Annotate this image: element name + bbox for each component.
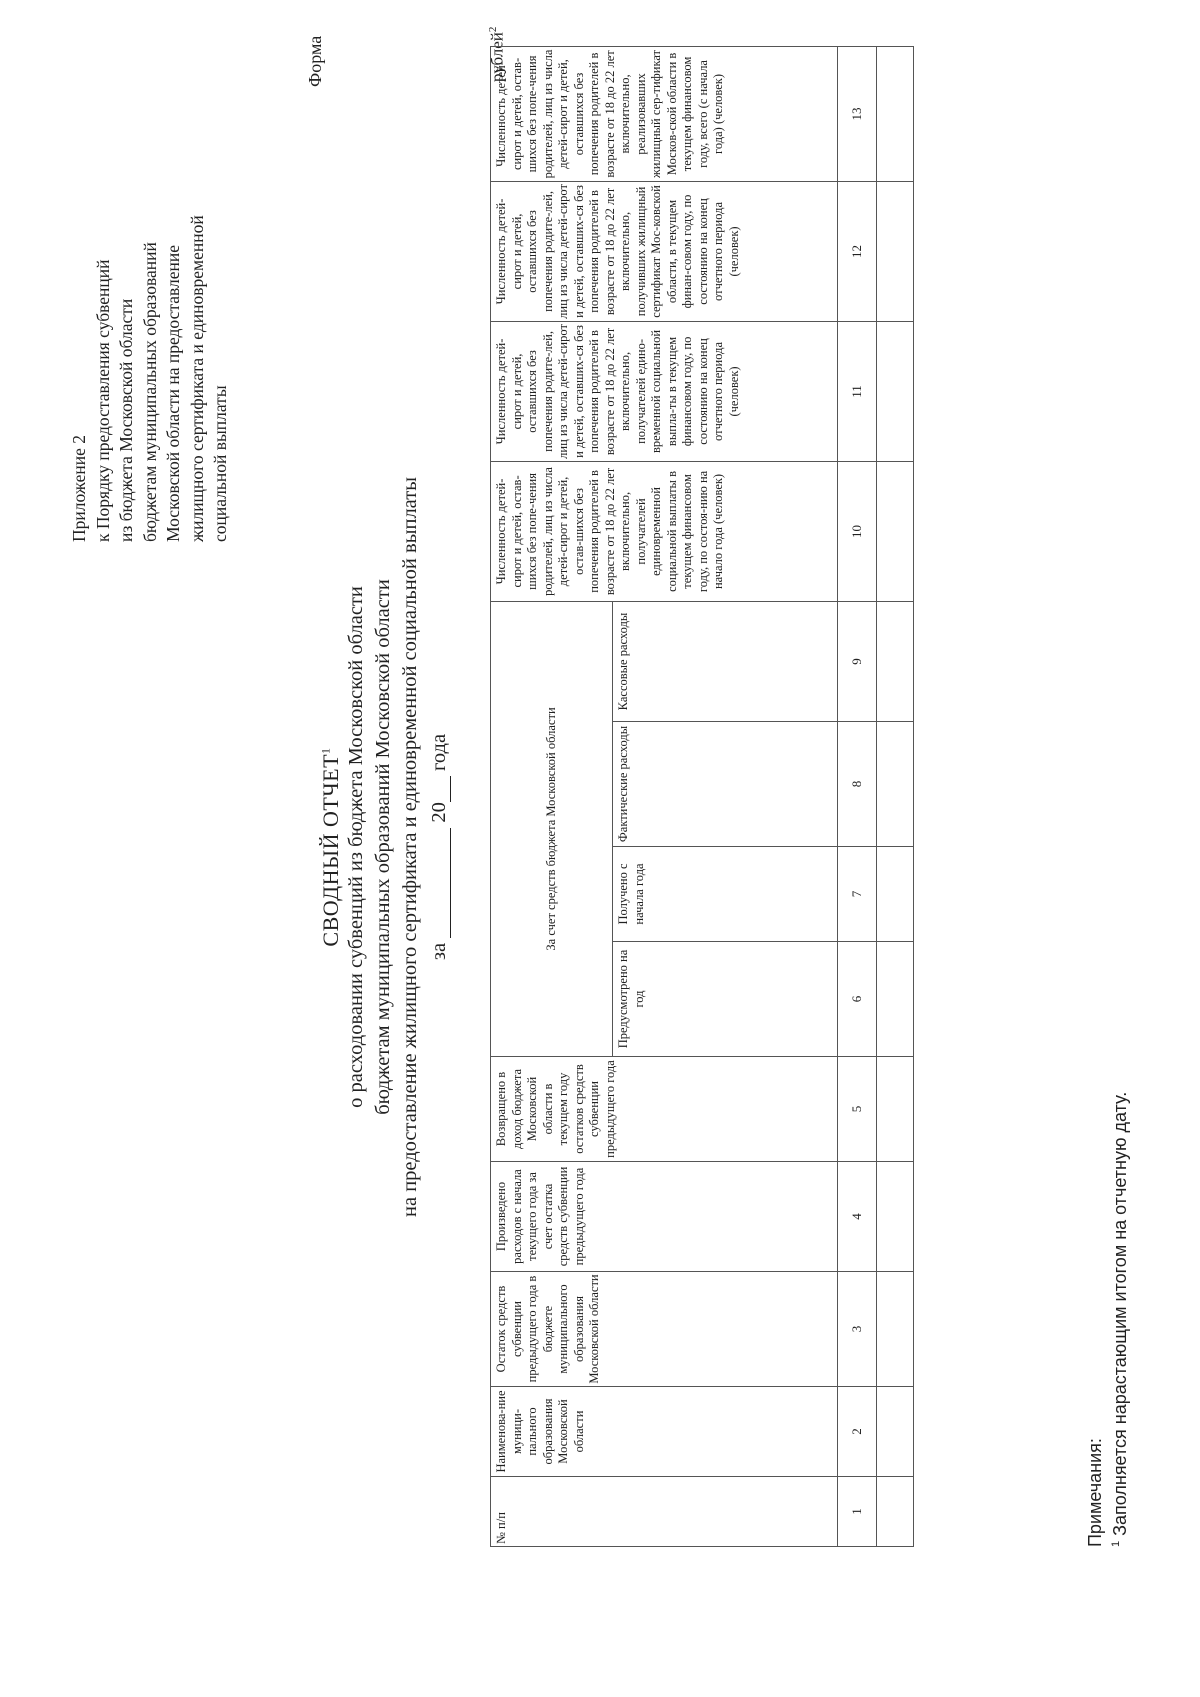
header-cell-returned: Возвращено в доход бюджета Московской области в текущем году остатков средств субвенции предыдущего года: [491, 1057, 838, 1162]
header-cell-number: № п/п: [491, 1477, 838, 1547]
form-label: Форма: [305, 35, 325, 87]
footnote-1: [1106, 1092, 1131, 1547]
column-number: 2: [838, 1387, 877, 1477]
notes-block: [1085, 1092, 1131, 1547]
header-cell-count-end: Численность детей-сирот и детей, оставшихся без попечения родите-лей, лиц из числа детей-сирот и детей, оставших-ся без попечения родителей в возрасте от 18 до 22 лет включительно, получателей едино-временной социальной выпла-ты в текущем финансовом году, по состоянию на конец отчетного периода (человек): [491, 321, 838, 461]
table-cell[interactable]: [877, 181, 914, 321]
column-number: 3: [838, 1272, 877, 1387]
period-date-blank: [434, 828, 451, 938]
table-cell[interactable]: [877, 461, 914, 601]
appendix-line: жилищного сертификата и единовременной: [186, 215, 207, 542]
header-cell-balance: Остаток средств субвенции предыдущего года в бюджете муниципального образования Московской области: [491, 1272, 838, 1387]
column-number: 11: [838, 321, 877, 461]
table-cell[interactable]: [877, 722, 914, 847]
table-cell[interactable]: [877, 1387, 914, 1477]
header-cell-planned: Предусмотрено на год: [613, 942, 838, 1057]
header-cell-municipality: Наименова-ние муници-пального образования Московской области: [491, 1387, 838, 1477]
heading-footnote-mark: 1: [318, 747, 333, 754]
report-subtitle-line: о расходовании субвенций из бюджета Московской области: [345, 586, 367, 1108]
table-cell[interactable]: [877, 1272, 914, 1387]
header-cell-received: Получено с начала года: [613, 847, 838, 942]
column-number: 1: [838, 1477, 877, 1547]
appendix-line: Приложение 2: [69, 434, 89, 542]
table-cell[interactable]: [877, 1162, 914, 1272]
header-cell-certificates: Численность детей-сирот и детей, оставшихся без попечения родите-лей, лиц из числа детей-сирот и детей, оставших-ся без попечения родителей в возрасте от 18 до 22 лет включительно, получивших жилищный сертификат Мос-ковской области, в текущем финан-совом году, по состоянию на конец отчетного периода (человек): [491, 181, 838, 321]
header-cell-actual: Фактические расходы: [613, 722, 838, 847]
period-year-blank: [434, 776, 451, 802]
column-number: 9: [838, 601, 877, 721]
units-footnote-mark: 2: [487, 26, 499, 33]
header-cell-cash: Кассовые расходы: [613, 601, 838, 721]
table-cell[interactable]: [877, 1477, 914, 1547]
column-number: 7: [838, 847, 877, 942]
header-cell-expenses-prev: Произведено расходов с начала текущего года за счет остатка средств субвенции предыдущего года: [491, 1162, 838, 1272]
column-number: 6: [838, 942, 877, 1057]
report-subtitle-line: на предоставление жилищного сертификата и единовременной социальной выплаты: [399, 477, 421, 1217]
period-year: 20: [428, 802, 450, 823]
column-number: 4: [838, 1162, 877, 1272]
footnote-1-mark: 1: [1110, 1540, 1122, 1547]
table-cell[interactable]: [877, 1057, 914, 1162]
appendix-line: к Порядку предоставления субвенций: [92, 259, 113, 542]
column-number: 12: [838, 181, 877, 321]
column-number: 13: [838, 46, 877, 181]
table-cell[interactable]: [877, 321, 914, 461]
column-number: 8: [838, 722, 877, 847]
period-prefix: за: [428, 942, 450, 961]
header-cell-realized: Численность детей-сирот и детей, остав-шихся без попе-чения родителей, лиц из числа детей-сирот и детей, оставшихся без попечения родителей в возрасте от 18 до 22 лет включительно, реализовавших жилищный сер-тификат Москов-ской области в текущем финансовом году, всего (с начала года) (человек): [491, 46, 838, 181]
table-cell[interactable]: [877, 601, 914, 721]
column-number-row: [838, 46, 877, 1546]
notes-heading: Примечания:: [1085, 1438, 1105, 1547]
table-cell[interactable]: [877, 46, 914, 181]
column-number: 5: [838, 1057, 877, 1162]
header-row: [491, 46, 613, 1546]
report-table: [490, 46, 914, 1547]
footnote-1-text: Заполняется нарастающим итогом на отчетную дату.: [1110, 1091, 1130, 1541]
report-period: [428, 197, 451, 1497]
appendix-block: [68, 22, 233, 542]
units-text: рублей: [487, 32, 507, 82]
header-cell-count-start: Численность детей-сирот и детей, остав-шихся без попе-чения родителей, лиц из числа детей-сирот и детей, остав-шихся без попечения родителей в возрасте от 18 до 22 лет включительно, получателей единовременной социальной выплаты в текущем финансовом году, по состоя-нию на начало года (человек): [491, 461, 838, 601]
report-heading: [318, 197, 344, 1497]
column-number: 10: [838, 461, 877, 601]
appendix-line: бюджетам муниципальных образований: [139, 242, 160, 542]
table-row: [877, 46, 914, 1546]
period-suffix: года: [428, 733, 450, 772]
appendix-line: социальной выплаты: [210, 385, 230, 542]
report-subtitle-line: бюджетам муниципальных образований Московской области: [372, 579, 394, 1115]
table-cell[interactable]: [877, 847, 914, 942]
appendix-line: Московской области на предоставление: [163, 244, 183, 542]
table-cell[interactable]: [877, 942, 914, 1057]
report-heading-text: СВОДНЫЙ ОТЧЕТ: [318, 753, 343, 947]
header-cell-budget-group: За счет средств бюджета Московской области: [491, 601, 613, 1056]
appendix-line: из бюджета Московской области: [116, 298, 136, 542]
